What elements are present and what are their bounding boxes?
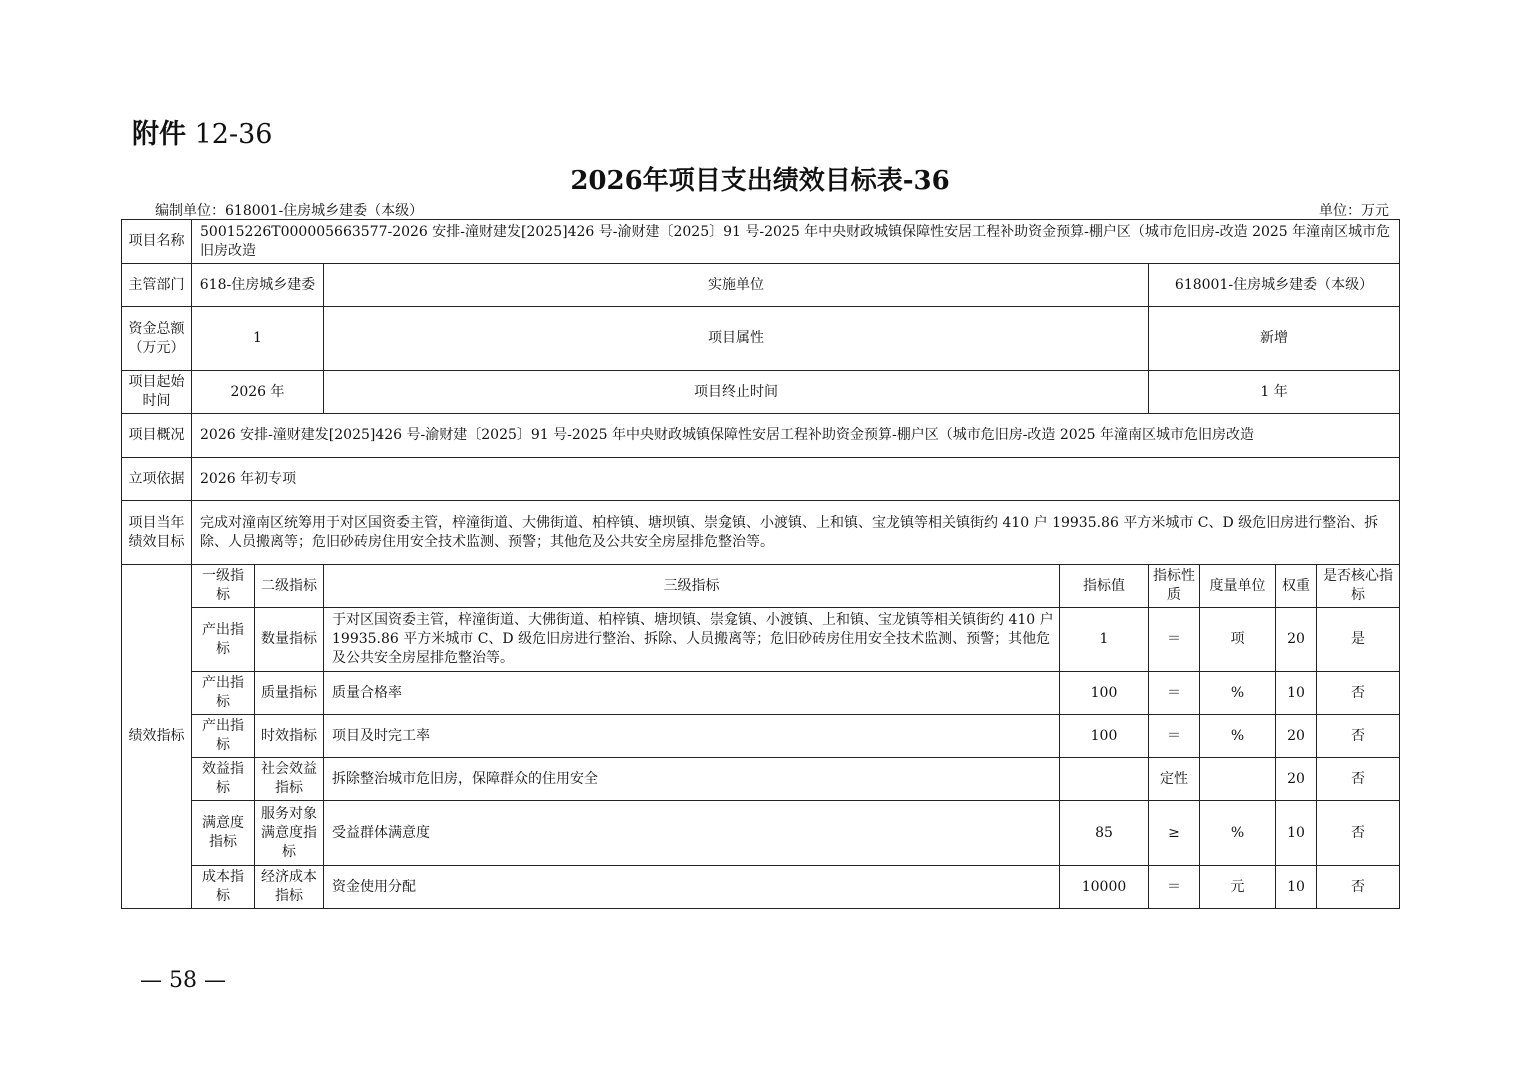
weight: 20: [1276, 715, 1317, 758]
is-core: 否: [1317, 866, 1400, 909]
indicator-nature: ＝: [1149, 866, 1200, 909]
indicator-nature: ＝: [1149, 608, 1200, 672]
row-basis: [122, 458, 1400, 501]
indicator-nature: ＝: [1149, 672, 1200, 715]
title-suffix: -36: [902, 166, 950, 196]
start-time-label: 项目起始时间: [122, 371, 192, 414]
table-row: [122, 801, 1400, 866]
project-attr-value: 新增: [1149, 307, 1400, 371]
indicator-nature: 定性: [1149, 758, 1200, 801]
level1-indicator: 效益指标: [192, 758, 255, 801]
row-overview: [122, 414, 1400, 458]
level3-indicator: 受益群体满意度: [324, 801, 1060, 866]
level3-indicator: 质量合格率: [324, 672, 1060, 715]
page-number: — 58 —: [140, 968, 226, 993]
column-header: 指标值: [1060, 565, 1149, 608]
level2-indicator: 服务对象满意度指标: [255, 801, 324, 866]
level3-indicator: 资金使用分配: [324, 866, 1060, 909]
performance-table: [121, 219, 1400, 909]
is-core: 否: [1317, 715, 1400, 758]
level2-indicator: 时效指标: [255, 715, 324, 758]
row-department: [122, 264, 1400, 307]
overview-label: 项目概况: [122, 414, 192, 458]
table-row: [122, 866, 1400, 909]
level3-indicator: 于对区国资委主管，梓潼街道、大佛街道、柏梓镇、塘坝镇、崇龛镇、小渡镇、上和镇、宝龙镇等相关镇街约 410 户 19935.86 平方米城市 C、D 级危旧房进行整治、拆除、人员搬离等；危旧砂砖房住用安全技术监测、预警；其他危及公共安全房屋排危整治等。: [324, 608, 1060, 672]
perf-section-label: 绩效指标: [122, 565, 192, 909]
level2-indicator: 社会效益指标: [255, 758, 324, 801]
column-header: 度量单位: [1200, 565, 1276, 608]
level1-indicator: 产出指标: [192, 672, 255, 715]
indicator-value: 10000: [1060, 866, 1149, 909]
fund-total-value: 1: [192, 307, 324, 371]
basis-value: 2026 年初专项: [192, 458, 1400, 501]
measure-unit: %: [1200, 801, 1276, 866]
measure-unit: %: [1200, 715, 1276, 758]
level1-indicator: 成本指标: [192, 866, 255, 909]
attachment-prefix: 附件: [132, 119, 186, 150]
level2-indicator: 经济成本指标: [255, 866, 324, 909]
indicator-value: [1060, 758, 1149, 801]
is-core: 是: [1317, 608, 1400, 672]
level1-indicator: 产出指标: [192, 715, 255, 758]
measure-unit: %: [1200, 672, 1276, 715]
row-time: [122, 371, 1400, 414]
overview-value: 2026 安排-潼财建发[2025]426 号-渝财建〔2025〕91 号-2025 年中央财政城镇保障性安居工程补助资金预算-棚户区（城市危旧房-改造 2025 年潼南区城市危旧房改造: [192, 414, 1400, 458]
measure-unit: 项: [1200, 608, 1276, 672]
title-main: 年项目支出绩效目标表: [642, 166, 903, 196]
weight: 20: [1276, 758, 1317, 801]
weight: 10: [1276, 672, 1317, 715]
end-time-value: 1 年: [1149, 371, 1400, 414]
indicator-nature: ≥: [1149, 801, 1200, 866]
indicator-nature: ＝: [1149, 715, 1200, 758]
column-header: 二级指标: [255, 565, 324, 608]
table-row: [122, 672, 1400, 715]
fund-total-label: 资金总额（万元）: [122, 307, 192, 371]
table-row: [122, 608, 1400, 672]
prepared-by: 编制单位：618001-住房城乡建委（本级）: [155, 203, 424, 219]
row-project-name: [122, 220, 1400, 264]
unit-label: 单位：万元: [1319, 203, 1389, 219]
indicator-value: 100: [1060, 672, 1149, 715]
department-value: 618-住房城乡建委: [192, 264, 324, 307]
level3-indicator: 拆除整治城市危旧房，保障群众的住用安全: [324, 758, 1060, 801]
indicator-value: 1: [1060, 608, 1149, 672]
level2-indicator: 质量指标: [255, 672, 324, 715]
column-header: 权重: [1276, 565, 1317, 608]
measure-unit: [1200, 758, 1276, 801]
level2-indicator: 数量指标: [255, 608, 324, 672]
indicator-value: 85: [1060, 801, 1149, 866]
weight: 10: [1276, 801, 1317, 866]
level3-indicator: 项目及时完工率: [324, 715, 1060, 758]
row-goal: [122, 501, 1400, 565]
level1-indicator: 满意度指标: [192, 801, 255, 866]
table-row: [122, 758, 1400, 801]
column-header: 指标性质: [1149, 565, 1200, 608]
table-row: [122, 715, 1400, 758]
is-core: 否: [1317, 801, 1400, 866]
measure-unit: 元: [1200, 866, 1276, 909]
column-header: 是否核心指标: [1317, 565, 1400, 608]
impl-unit-label: 实施单位: [324, 264, 1149, 307]
is-core: 否: [1317, 758, 1400, 801]
title-year: 2026: [570, 166, 643, 196]
is-core: 否: [1317, 672, 1400, 715]
perf-header-row: [122, 565, 1400, 608]
weight: 10: [1276, 866, 1317, 909]
weight: 20: [1276, 608, 1317, 672]
goal-label: 项目当年绩效目标: [122, 501, 192, 565]
row-fund: [122, 307, 1400, 371]
column-header: 三级指标: [324, 565, 1060, 608]
page-title: [0, 160, 1520, 197]
project-name-label: 项目名称: [122, 220, 192, 264]
department-label: 主管部门: [122, 264, 192, 307]
basis-label: 立项依据: [122, 458, 192, 501]
attachment-label: [132, 112, 272, 151]
project-attr-label: 项目属性: [324, 307, 1149, 371]
end-time-label: 项目终止时间: [324, 371, 1149, 414]
attachment-number: 12-36: [194, 119, 273, 150]
impl-unit-value: 618001-住房城乡建委（本级）: [1149, 264, 1400, 307]
level1-indicator: 产出指标: [192, 608, 255, 672]
goal-value: 完成对潼南区统筹用于对区国资委主管，梓潼街道、大佛街道、柏梓镇、塘坝镇、崇龛镇、小渡镇、上和镇、宝龙镇等相关镇街约 410 户 19935.86 平方米城市 C、D 级危旧房进行整治、拆除、人员搬离等；危旧砂砖房住用安全技术监测、预警；其他危及公共安全房屋排危整治等。: [192, 501, 1400, 565]
column-header: 一级指标: [192, 565, 255, 608]
start-time-value: 2026 年: [192, 371, 324, 414]
project-name-value: 50015226T000005663577-2026 安排-潼财建发[2025]426 号-渝财建〔2025〕91 号-2025 年中央财政城镇保障性安居工程补助资金预算-棚户区（城市危旧房-改造 2025 年潼南区城市危旧房改造: [192, 220, 1400, 264]
indicator-value: 100: [1060, 715, 1149, 758]
